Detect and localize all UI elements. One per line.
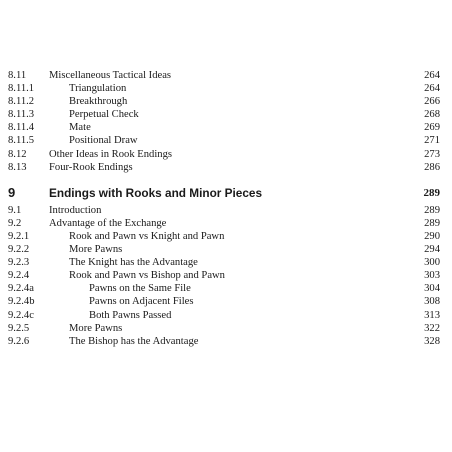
section-title: Other Ideas in Rook Endings xyxy=(49,148,172,160)
page-number: 304 xyxy=(424,283,440,295)
page-number: 300 xyxy=(424,257,440,269)
page-number: 294 xyxy=(424,244,440,256)
toc-entry xyxy=(8,204,440,217)
section-number: 8.11.5 xyxy=(8,135,35,147)
page-number: 286 xyxy=(424,161,440,173)
section-title: Pawns on Adjacent Files xyxy=(89,296,194,308)
section-number: 8.11.4 xyxy=(8,122,35,134)
toc-entry xyxy=(8,69,440,82)
page-number: 303 xyxy=(424,270,440,282)
page-number: 322 xyxy=(424,322,440,334)
section-number: 8.11.1 xyxy=(8,83,35,95)
section-title: Both Pawns Passed xyxy=(89,309,172,321)
toc-entry xyxy=(8,282,440,295)
section-number: 8.13 xyxy=(8,161,27,173)
section-number: 9.2.3 xyxy=(8,257,30,269)
toc-entry xyxy=(8,121,440,134)
chapter-page-number: 289 xyxy=(423,186,440,199)
section-title: Positional Draw xyxy=(69,135,138,147)
section-title: Mate xyxy=(69,122,91,134)
chapter-number: 9 xyxy=(8,184,16,200)
chapter-heading xyxy=(8,186,440,200)
section-number: 8.11.3 xyxy=(8,109,35,121)
toc-entry xyxy=(8,269,440,282)
section-number: 9.2.6 xyxy=(8,335,30,347)
section-title: Advantage of the Exchange xyxy=(49,217,167,229)
section-number: 9.2.4 xyxy=(8,270,30,282)
toc-entry xyxy=(8,95,440,108)
page-number: 264 xyxy=(424,70,440,81)
page-number: 268 xyxy=(424,109,440,121)
section-title: More Pawns xyxy=(69,322,123,334)
toc-entry xyxy=(8,243,440,256)
page-number: 313 xyxy=(424,309,440,321)
section-title: Triangulation xyxy=(69,83,127,95)
page-number: 266 xyxy=(424,96,440,108)
toc-entry xyxy=(8,295,440,308)
toc-entry xyxy=(8,322,440,335)
section-number: 9.1 xyxy=(8,204,22,216)
section-title: The Knight has the Advantage xyxy=(69,257,198,269)
chapter-title: Endings with Rooks and Minor Pieces xyxy=(49,185,263,200)
section-title: Pawns on the Same File xyxy=(89,283,191,295)
page-number: 289 xyxy=(424,217,440,229)
section-number: 8.11 xyxy=(8,70,27,81)
section-number: 9.2.4a xyxy=(8,283,34,295)
section-title: Four-Rook Endings xyxy=(49,161,133,173)
toc-entry xyxy=(8,108,440,121)
section-number: 8.11.2 xyxy=(8,96,35,108)
toc-entry xyxy=(8,335,440,348)
page-number: 264 xyxy=(424,83,440,95)
section-number: 9.2.5 xyxy=(8,322,30,334)
sections-chapter-8 xyxy=(8,69,440,174)
page-number: 328 xyxy=(424,335,440,347)
section-title: Miscellaneous Tactical Ideas xyxy=(49,70,172,81)
section-number: 9.2.4b xyxy=(8,296,35,308)
page-number: 290 xyxy=(424,230,440,242)
table-of-contents xyxy=(8,69,440,348)
section-number: 9.2.1 xyxy=(8,230,30,242)
sections-chapter-9 xyxy=(8,204,440,348)
section-title: More Pawns xyxy=(69,244,123,256)
toc-entry xyxy=(8,230,440,243)
page-number: 271 xyxy=(424,135,440,147)
toc-entry xyxy=(8,161,440,174)
toc-entry xyxy=(8,217,440,230)
section-number: 9.2.2 xyxy=(8,244,30,256)
section-number: 9.2.4c xyxy=(8,309,34,321)
section-title: Rook and Pawn vs Knight and Pawn xyxy=(69,230,225,242)
section-title: Rook and Pawn vs Bishop and Pawn xyxy=(69,270,225,282)
section-title: Perpetual Check xyxy=(69,109,139,121)
page-number: 269 xyxy=(424,122,440,134)
toc-entry xyxy=(8,134,440,147)
toc-entry xyxy=(8,82,440,95)
section-title: Introduction xyxy=(49,204,102,216)
section-number: 8.12 xyxy=(8,148,27,160)
toc-entry xyxy=(8,148,440,161)
toc-entry xyxy=(8,256,440,269)
section-number: 9.2 xyxy=(8,217,22,229)
page-number: 273 xyxy=(424,148,440,160)
page-number: 308 xyxy=(424,296,440,308)
section-title: Breakthrough xyxy=(69,96,128,108)
page-number: 289 xyxy=(424,204,440,216)
section-title: The Bishop has the Advantage xyxy=(69,335,199,347)
toc-entry xyxy=(8,309,440,322)
